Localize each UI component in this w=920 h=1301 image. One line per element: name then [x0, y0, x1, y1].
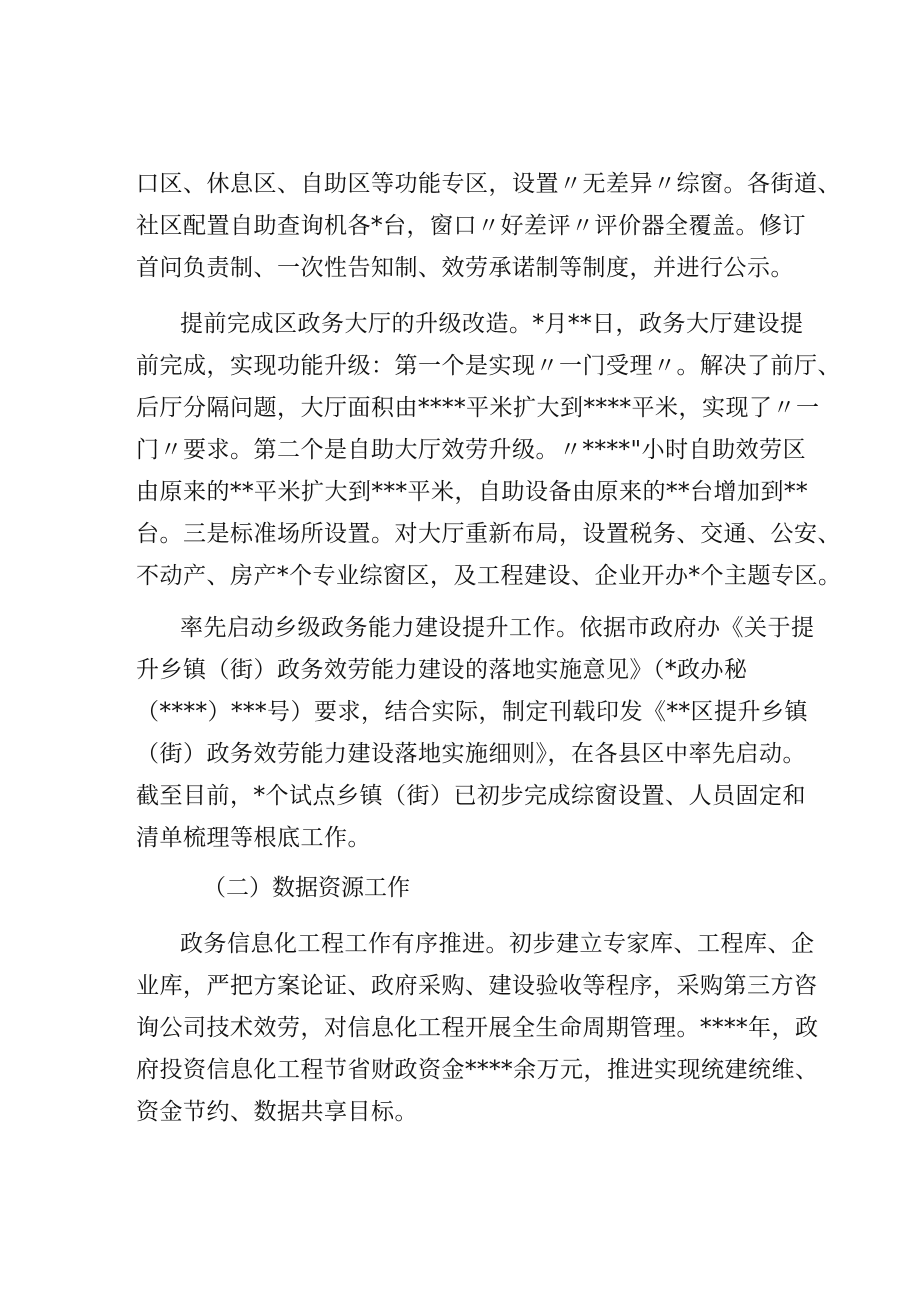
paragraph-3-line-5: 截至目前，*个试点乡镇（街）已初步完成综窗设置、人员固定和 — [136, 783, 806, 809]
paragraph-3-line-3: （****）***号）要求，结合实际，制定刊载印发《**区提升乡镇 — [136, 699, 808, 725]
paragraph-3-line-1: 率先启动乡级政务能力建设提升工作。依据市政府办《关于提 — [180, 615, 815, 641]
paragraph-4-line-4: 府投资信息化工程节省财政资金****余万元，推进实现统建统维、 — [136, 1057, 819, 1083]
paragraph-4-line-1: 政务信息化工程工作有序推进。初步建立专家库、工程库、企 — [180, 931, 815, 957]
paragraph-2-line-5: 由原来的**平米扩大到***平米，自助设备由原来的**台增加到** — [136, 479, 808, 505]
paragraph-2-line-4: 门〃要求。第二个是自助大厅效劳升级。〃****"小时自助效劳区 — [136, 437, 807, 463]
paragraph-3-line-4: （街）政务效劳能力建设落地实施细则》，在各县区中率先启动。 — [136, 741, 806, 767]
paragraph-4-line-3: 询公司技术效劳，对信息化工程开展全生命周期管理。****年，政 — [136, 1015, 819, 1041]
paragraph-2-line-3: 后厅分隔问题，大厅面积由****平米扩大到****平米，实现了〃一 — [136, 395, 820, 421]
paragraph-2-line-2: 前完成，实现功能升级：第一个是实现〃一门受理〃。解决了前厅、 — [136, 353, 841, 379]
paragraph-4-line-2: 业库，严把方案论证、政府采购、建设验收等程序，采购第三方咨 — [136, 973, 818, 999]
paragraph-1-line-3: 首问负责制、一次性告知制、效劳承诺制等制度，并进行公示。 — [136, 255, 794, 281]
paragraph-2-line-6: 台。三是标准场所设置。对大厅重新布局，设置税务、交通、公安、 — [136, 521, 841, 547]
paragraph-3-line-6: 清单梳理等根底工作。 — [136, 825, 371, 851]
paragraph-1-line-1: 口区、休息区、自助区等功能专区，设置〃无差异〃综窗。各街道、 — [136, 171, 841, 197]
paragraph-3-line-2: 升乡镇（街）政务效劳能力建设的落地实施意见》（*政办秘 — [136, 657, 748, 683]
paragraph-4-line-5: 资金节约、数据共享目标。 — [136, 1099, 418, 1125]
paragraph-2-line-7: 不动产、房产*个专业综窗区，及工程建设、企业开办*个主题专区。 — [136, 563, 842, 589]
paragraph-1-line-2: 社区配置自助查询机各*台，窗口〃好差评〃评价器全覆盖。修订 — [136, 213, 806, 239]
section-heading: （二）数据资源工作 — [203, 875, 410, 901]
paragraph-2-line-1: 提前完成区政务大厅的升级改造。*月**日，政务大厅建设提 — [180, 311, 804, 337]
